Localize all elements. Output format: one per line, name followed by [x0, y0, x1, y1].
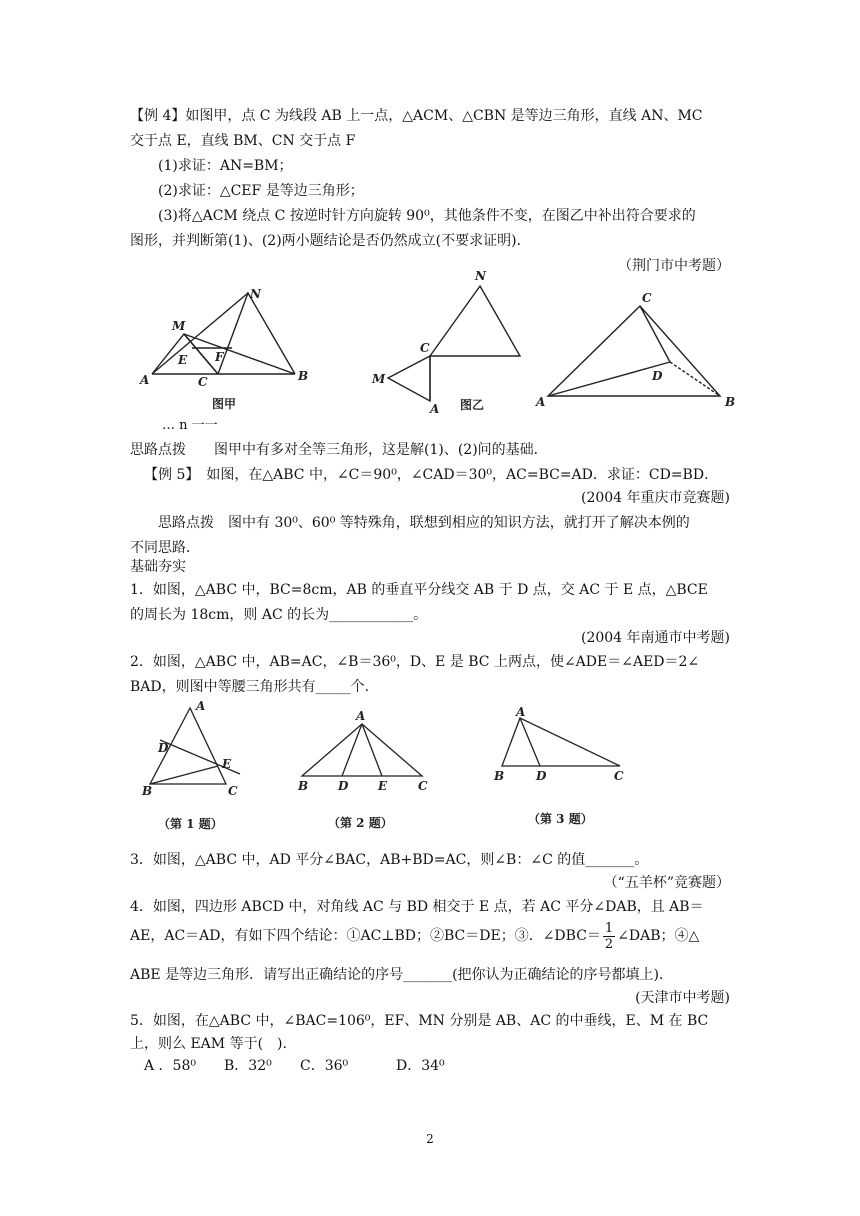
example4-q3-line1: (3)将△ACM 绕点 C 按逆时针方向旋转 90⁰，其他条件不变，在图乙中补出符合要求的 — [158, 208, 696, 224]
f3-label-C: C — [614, 769, 624, 783]
third-label-C: C — [642, 291, 652, 305]
f1-label-A: A — [196, 700, 206, 713]
third-label-A: A — [536, 395, 546, 409]
f3-label-B: B — [494, 769, 505, 783]
jia-label-E: E — [178, 353, 188, 367]
problem2-line1: 2．如图，△ABC 中，AB=AC，∠B＝36⁰，D、E 是 BC 上两点，使∠ADE＝∠AED＝2∠ — [130, 654, 700, 670]
f2-label-E: E — [378, 779, 388, 793]
example5-text: 【例 5】 如图，在△ABC 中，∠C＝90⁰，∠CAD＝30⁰，AC=BC=AD．求证：CD=BD． — [144, 467, 719, 483]
problem1-line1: 1．如图，△ABC 中，BC=8cm，AB 的垂直平分线交 AB 于 D 点，交 AC 于 E 点，△BCE — [130, 582, 708, 598]
caption-problem2: （第 2 题） — [328, 816, 393, 830]
f1-label-C: C — [228, 784, 238, 798]
fraction-one-half — [603, 921, 615, 952]
example5-hint-line2: 不同思路． — [130, 540, 200, 556]
fraction-denominator: 2 — [604, 936, 614, 952]
problem5-options — [144, 1056, 746, 1076]
jia-label-C: C — [198, 375, 208, 389]
f1-label-B: B — [142, 784, 153, 798]
example4-hint: 思路点拨 图甲中有多对全等三角形，这是解(1)、(2)问的基础． — [130, 442, 548, 458]
f2-label-D: D — [338, 779, 349, 793]
jia-label-B: B — [298, 369, 309, 383]
yi-label-A: A — [430, 402, 440, 416]
caption-problem3: （第 3 题） — [528, 812, 593, 826]
example4-q3-line2: 图形，并判断第(1)、(2)两小题结论是否仍然成立(不要求证明)． — [130, 233, 531, 249]
jia-label-N: N — [250, 287, 261, 301]
fraction-numerator: 1 — [604, 920, 614, 936]
yi-label-N: N — [475, 269, 486, 283]
third-label-B: B — [725, 395, 736, 409]
f1-label-D: D — [158, 741, 169, 755]
option-b: B．32⁰ — [224, 1058, 272, 1074]
example4-line1: 【例 4】如图甲，点 C 为线段 AB 上一点，△ACM、△CBN 是等边三角形，直线 AN、MC — [130, 108, 703, 124]
option-c: C．36⁰ — [300, 1058, 349, 1074]
figure-problem3 — [502, 718, 620, 766]
problem4-line3: ABE 是等边三角形．请写出正确结论的序号_______(把你认为正确结论的序号都填上)． — [130, 967, 673, 983]
problem1-source: (2004 年南通市中考题) — [580, 630, 730, 646]
f2-label-C: C — [418, 779, 428, 793]
f2-label-A: A — [356, 709, 366, 723]
option-d: D．34⁰ — [396, 1058, 445, 1074]
f1-label-E: E — [222, 757, 232, 771]
figure-problem2 — [302, 724, 422, 776]
stray-marks: … n 一一 — [162, 418, 218, 433]
example5-hint-line1: 思路点拨 图中有 30⁰、60⁰ 等特殊角，联想到相应的知识方法，就打开了解决本例的 — [158, 515, 690, 531]
problem3-line1: 3．如图，△ABC 中，AD 平分∠BAC，AB+BD=AC，则∠B：∠C 的值_______。 — [130, 852, 649, 868]
example4-q2: (2)求证：△CEF 是等边三角形； — [158, 183, 364, 199]
example5-source: (2004 年重庆市竞赛题) — [580, 490, 730, 506]
problem5-line1: 5．如图，在△ABC 中，∠BAC=106⁰，EF、MN 分别是 AB、AC 的中垂线，E、M 在 BC — [130, 1013, 709, 1029]
figure-yi-caption: 图乙 — [460, 398, 485, 412]
example4-figures — [130, 268, 740, 418]
jia-label-M: M — [172, 319, 186, 333]
f3-label-D: D — [536, 769, 547, 783]
problem4-line2-end: ∠DAB；④△ — [617, 928, 700, 944]
jia-label-A: A — [140, 373, 150, 387]
figure-jia-caption: 图甲 — [212, 397, 237, 411]
problem4-source: (天津市中考题) — [635, 990, 730, 1006]
basic-section-title: 基础夯实 — [130, 559, 186, 575]
example4-q1: (1)求证：AN=BM； — [158, 158, 293, 174]
page-number: 2 — [426, 1132, 434, 1146]
figure-yi — [388, 286, 520, 401]
problem2-line2: BAD，则图中等腰三角形共有_____个. — [130, 679, 370, 695]
f3-label-A: A — [516, 705, 526, 719]
yi-label-M: M — [372, 372, 386, 386]
problem4-line1: 4．如图，四边形 ABCD 中，对角线 AC 与 BD 相交于 E 点，若 AC 平分∠DAB，且 AB＝ — [130, 899, 704, 915]
example4-line2: 交于点 E，直线 BM、CN 交于点 F — [130, 133, 356, 149]
yi-label-C: C — [420, 341, 430, 355]
problem5-line2: 上，则么 EAM 等于( ). — [130, 1036, 287, 1052]
problem4-line2-start: AE，AC＝AD，有如下四个结论：①AC⊥BD；②BC＝DE；③．∠DBC＝ — [130, 928, 601, 944]
f2-label-B: B — [298, 779, 309, 793]
problem-figures — [130, 700, 690, 840]
third-label-D: D — [652, 369, 663, 383]
jia-label-F: F — [215, 350, 224, 364]
caption-problem1: （第 1 题） — [158, 817, 223, 831]
example4-source: （荆门市中考题） — [618, 258, 730, 274]
option-a: A ．58⁰ — [144, 1058, 196, 1074]
problem4-line2 — [130, 918, 732, 954]
problem1-line2: 的周长为 18cm，则 AC 的长为____________。 — [130, 607, 428, 623]
figure-third — [548, 306, 720, 396]
problem3-source: （“五羊杯”竞赛题） — [603, 875, 730, 891]
